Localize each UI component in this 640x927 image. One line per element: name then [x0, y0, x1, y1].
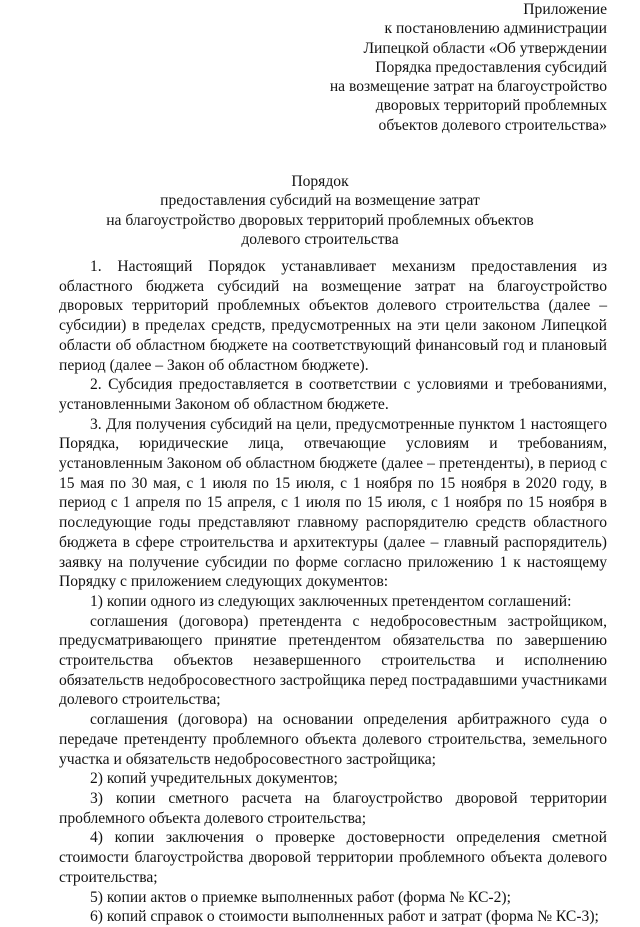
title-line: долевого строительства — [241, 230, 399, 248]
paragraph: 1. Настоящий Порядок устанавливает механизм предоставления из областного бюджета субсидий на возмещение затрат на благоустройство дворовых территорий проблемных объектов долевого строительства (далее – субсидии) в пределах средств, предусмотренных на эти цели законом Липецкой области об областном бюджете на соответствующий финансовый год и плановый период (далее – Закон об областном бюджете). — [59, 258, 607, 374]
title-line: Порядок — [291, 173, 349, 190]
paragraph: соглашения (договора) на основании определения арбитражного суда о передаче претенденту проблемного объекта долевого строительства, земельного участка и обязательств недобросовестного застройщика; — [59, 711, 607, 768]
annex-line: к постановлению администрации — [384, 20, 607, 38]
annex-line: объектов долевого строительства» — [378, 116, 607, 134]
title-line: предоставления субсидий на возмещение затрат — [160, 192, 480, 210]
annex-line: дворовых территорий проблемных — [375, 97, 607, 115]
paragraph: 3) копии сметного расчета на благоустройство дворовой территории проблемного объекта долевого строительства; — [59, 789, 607, 827]
paragraph: 1) копии одного из следующих заключенных претендентом соглашений: — [90, 592, 572, 610]
annex-header — [277, 0, 607, 135]
title-line: на благоустройство дворовых территорий проблемных объектов — [106, 211, 534, 229]
annex-line: на возмещение затрат на благоустройство — [329, 78, 607, 96]
paragraph: 3. Для получения субсидий на цели, предусмотренные пунктом 1 настоящего Порядка, юридические лица, отвечающие условиям и требованиям, установленным Законом об областном бюджете (далее – претенденты), в период с 15 мая по 30 мая, с 1 июля по 15 июля, с 1 ноября по 15 ноября в 2020 году, в период с 1 апреля по 15 апреля, с 1 июля по 15 июля, с 1 ноября по 15 ноября в последующие годы представляют главному распорядителю средств областного бюджета в сфере строительства и архитектуры (далее – главный распорядитель) заявку на получение субсидии по форме согласно приложению 1 к настоящему Порядку с приложением следующих документов: — [59, 415, 607, 591]
document-body — [59, 257, 607, 927]
paragraph: 6) копий справок о стоимости выполненных работ и затрат (форма № КС-3); — [90, 908, 599, 926]
paragraph: соглашения (договора) претендента с недобросовестным застройщиком, предусматривающего принятие претендентом обязательства по завершению строительства объектов незавершенного строительства и исполнению обязательств недобросовестного застройщика перед пострадавшими участниками долевого строительства; — [59, 612, 607, 709]
annex-line: Липецкой области «Об утверждении — [363, 39, 607, 57]
document-title — [0, 172, 640, 249]
paragraph: 2. Субсидия предоставляется в соответствии с условиями и требованиями, установленными Законом об областном бюджете. — [59, 376, 607, 413]
paragraph: 5) копии актов о приемке выполненных работ (форма № КС-2); — [90, 888, 511, 906]
paragraph: 2) копий учредительных документов; — [90, 770, 338, 788]
annex-line: Порядка предоставления субсидий — [375, 58, 607, 76]
annex-line: Приложение — [523, 1, 607, 18]
paragraph: 4) копии заключения о проверке достоверности определения сметной стоимости благоустройства дворовой территории проблемного объекта долевого строительства; — [59, 829, 607, 886]
